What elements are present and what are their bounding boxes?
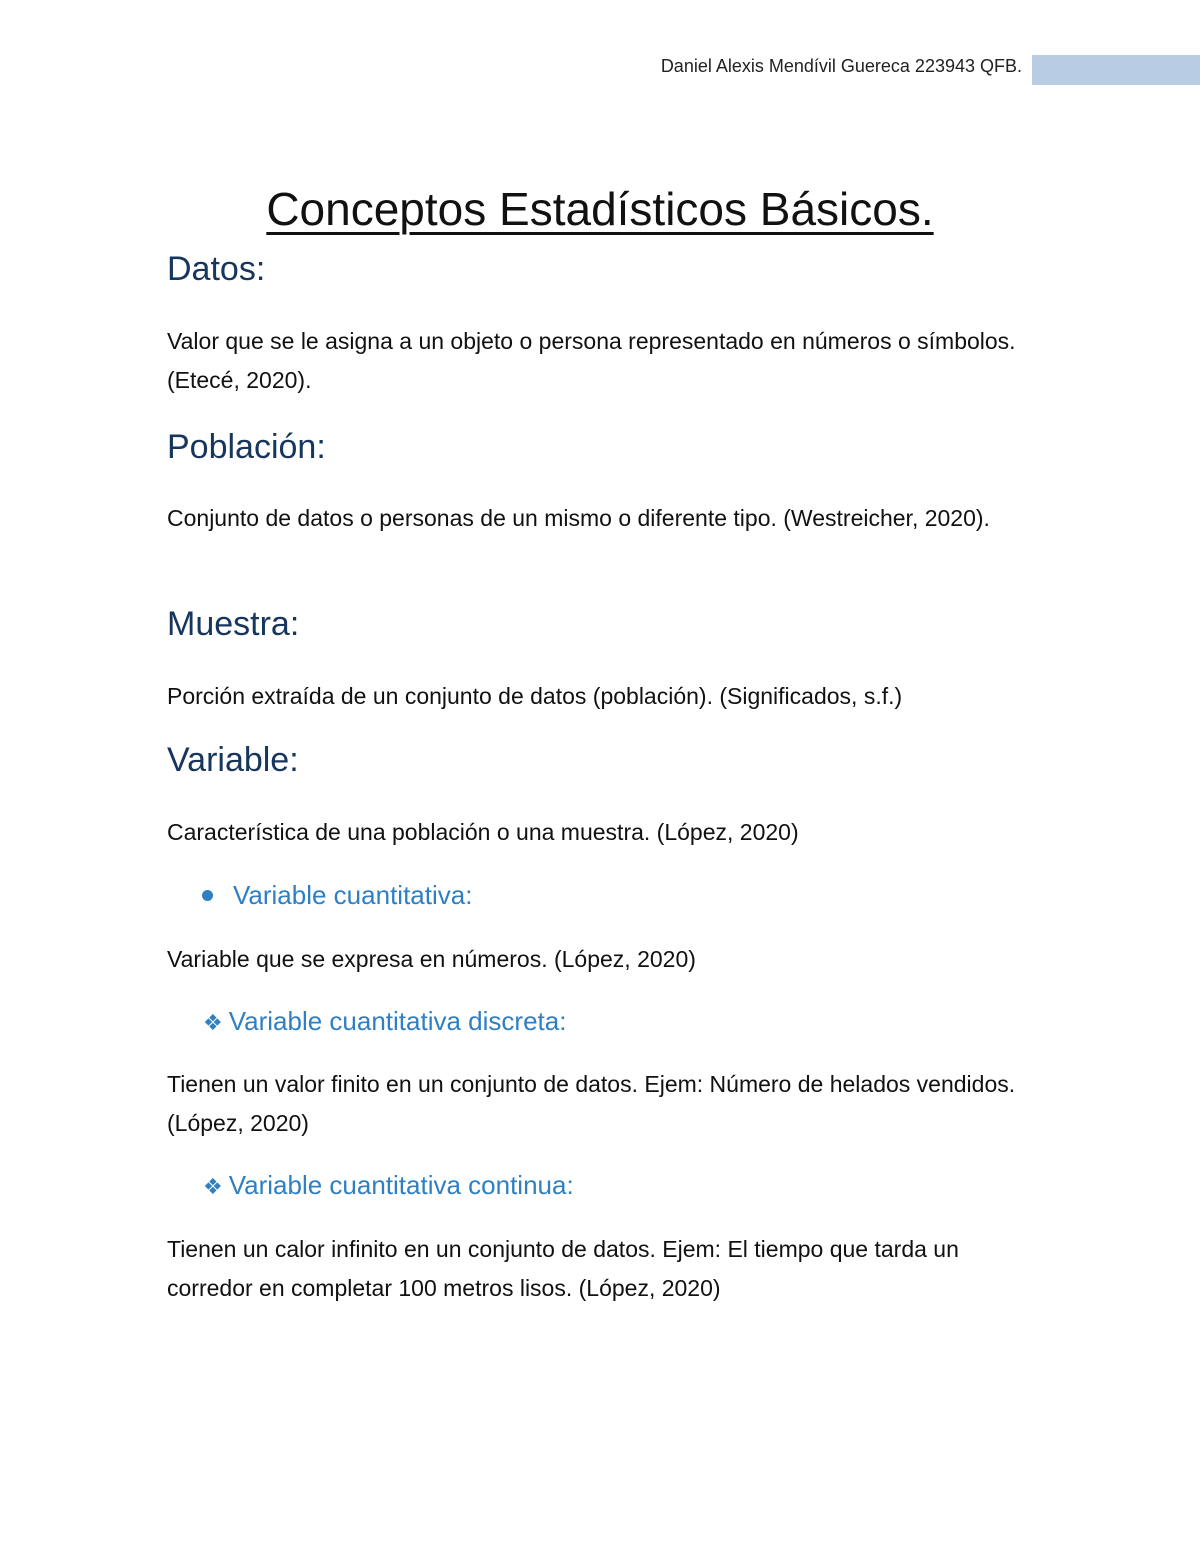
list-item-cuantitativa bbox=[202, 880, 472, 911]
heading-poblacion: Población: bbox=[167, 428, 326, 466]
paragraph-discreta: Tienen un valor finito en un conjunto de datos. Ejem: Número de helados vendidos. (López, 2020) bbox=[167, 1071, 1016, 1136]
heading-muestra: Muestra: bbox=[167, 605, 300, 643]
document-title bbox=[0, 182, 1200, 236]
paragraph-datos: Valor que se le asigna a un objeto o persona representado en números o símbolos. (Etecé, 2020). bbox=[167, 328, 1016, 393]
four-diamond-bullet-icon: ❖ bbox=[203, 1011, 223, 1036]
subheading-cuantitativa: Variable cuantitativa: bbox=[233, 880, 473, 910]
subheading-discreta: Variable cuantitativa discreta: bbox=[228, 1006, 567, 1036]
heading-datos: Datos: bbox=[167, 250, 266, 288]
paragraph-variable: Característica de una población o una muestra. (López, 2020) bbox=[167, 819, 799, 845]
subheading-continua: Variable cuantitativa continua: bbox=[228, 1170, 574, 1200]
paragraph-cuantitativa: Variable que se expresa en números. (López, 2020) bbox=[167, 946, 696, 972]
list-item-discreta bbox=[203, 1006, 566, 1037]
four-diamond-bullet-icon: ❖ bbox=[203, 1175, 223, 1200]
document-title-text: Conceptos Estadísticos Básicos. bbox=[266, 183, 934, 235]
paragraph-continua: Tienen un calor infinito en un conjunto de datos. Ejem: El tiempo que tarda un corredor en completar 100 metros lisos. (López, 2020) bbox=[167, 1236, 959, 1301]
paragraph-poblacion: Conjunto de datos o personas de un mismo o diferente tipo. (Westreicher, 2020). bbox=[167, 505, 990, 531]
list-item-continua bbox=[203, 1170, 574, 1201]
header-author-line: Daniel Alexis Mendívil Guereca 223943 QFB. bbox=[660, 56, 1022, 76]
filled-circle-bullet-icon bbox=[202, 890, 213, 901]
paragraph-muestra: Porción extraída de un conjunto de datos (población). (Significados, s.f.) bbox=[167, 683, 903, 709]
header-accent-bar bbox=[1032, 55, 1200, 85]
heading-variable: Variable: bbox=[167, 741, 299, 779]
